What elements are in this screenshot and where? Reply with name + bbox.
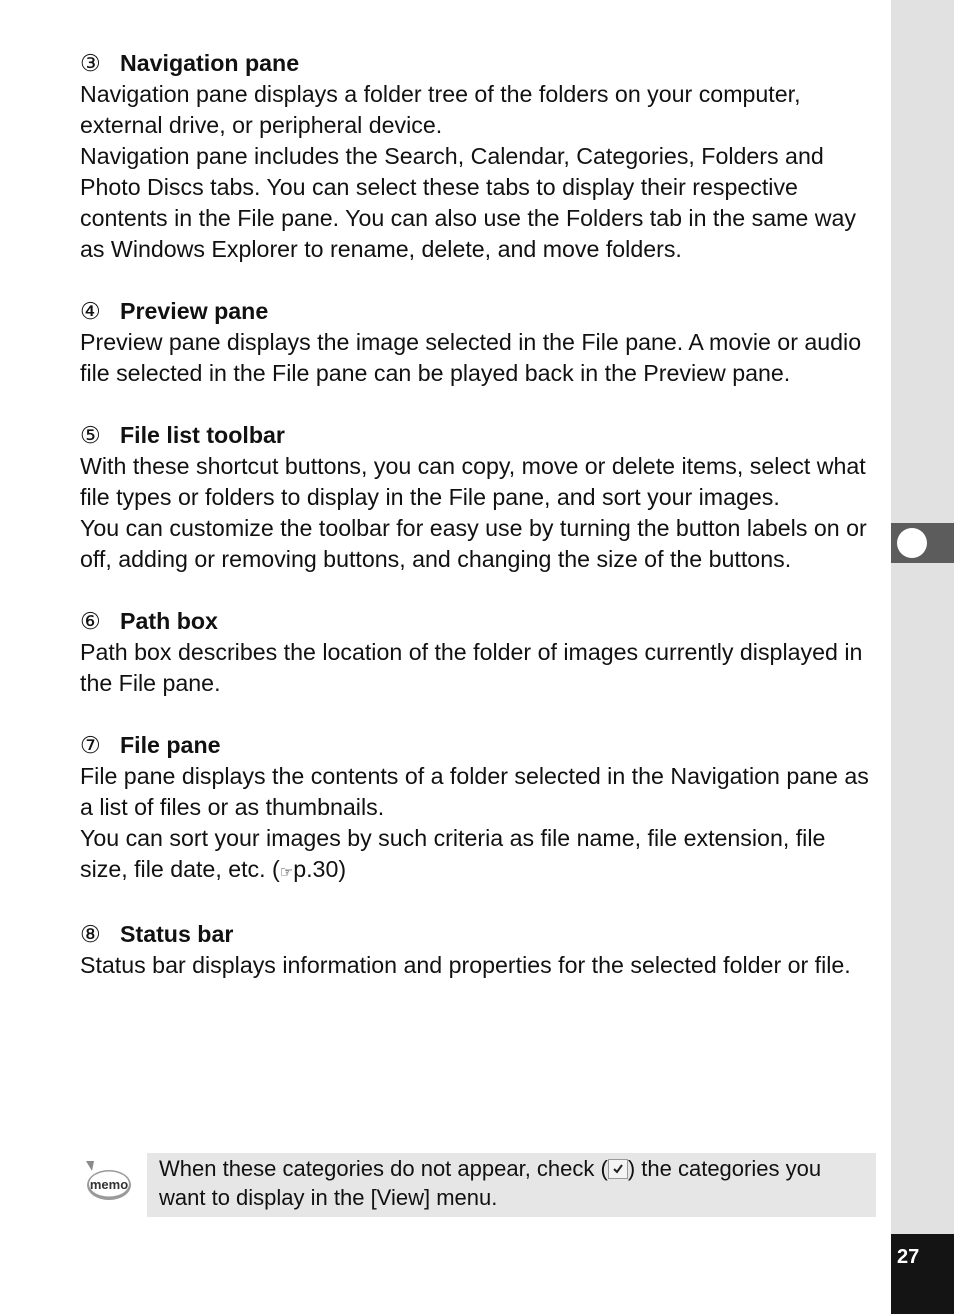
- section-number: ⑧: [80, 921, 101, 947]
- main-content: [80, 48, 876, 1012]
- section-heading: [80, 296, 876, 327]
- section-number: ③: [80, 50, 101, 76]
- memo-icon: [82, 1159, 132, 1203]
- section-title: Path box: [120, 608, 218, 634]
- section-number: ⑥: [80, 608, 101, 634]
- paragraph: Navigation pane displays a folder tree of the folders on your computer, external drive, or peripheral device.: [80, 81, 801, 138]
- checkbox-icon: [608, 1159, 628, 1179]
- section-preview-pane: [80, 296, 876, 389]
- section-file-pane: [80, 730, 876, 888]
- section-heading: [80, 919, 876, 950]
- side-margin-bar: [891, 0, 954, 1314]
- section-heading: [80, 606, 876, 637]
- paragraph: With these shortcut buttons, you can copy, move or delete items, select what file types or folders to display in the File pane, and sort your images.: [80, 453, 866, 510]
- paragraph: You can customize the toolbar for easy use by turning the button labels on or off, adding or removing buttons, and changing the size of the buttons.: [80, 515, 867, 572]
- section-title: File pane: [120, 732, 221, 758]
- section-number: ⑦: [80, 732, 101, 758]
- section-title: Navigation pane: [120, 50, 300, 76]
- page-number-box: [891, 1234, 954, 1314]
- page-number: 27: [897, 1246, 920, 1268]
- section-heading: [80, 48, 876, 79]
- chapter-marker-icon: [897, 528, 927, 558]
- paragraph: [80, 823, 876, 888]
- section-status-bar: [80, 919, 876, 981]
- section-file-list-toolbar: [80, 420, 876, 575]
- memo-text: When these categories do not appear, check (: [159, 1156, 608, 1181]
- paragraph: Navigation pane includes the Search, Calendar, Categories, Folders and Photo Discs tabs. You can select these tabs to display their respective contents in the File pane. You can also use the Folders tab in the same way as Windows Explorer to rename, delete, and move folders.: [80, 143, 856, 262]
- section-number: ④: [80, 298, 101, 324]
- memo-text-box: [147, 1153, 876, 1217]
- paragraph: Path box describes the location of the folder of images currently displayed in the File pane.: [80, 639, 863, 696]
- page-reference-icon: ☞: [279, 864, 294, 881]
- paragraph-text: You can sort your images by such criteria as file name, file extension, file size, file date, etc. (: [80, 825, 826, 882]
- section-title: Status bar: [120, 921, 234, 947]
- section-path-box: [80, 606, 876, 699]
- memo-note: [80, 1153, 876, 1217]
- section-navigation-pane: [80, 48, 876, 265]
- section-heading: [80, 420, 876, 451]
- page-reference-link[interactable]: p.30): [293, 856, 347, 882]
- section-title: File list toolbar: [120, 422, 285, 448]
- section-number: ⑤: [80, 422, 101, 448]
- paragraph: Status bar displays information and properties for the selected folder or file.: [80, 952, 851, 978]
- section-title: Preview pane: [120, 298, 269, 324]
- memo-icon-label: memo: [89, 1177, 129, 1192]
- memo-text-continued: ) the categories you want to display in the [View] menu.: [159, 1156, 822, 1210]
- section-heading: [80, 730, 876, 761]
- chapter-tab: [891, 523, 954, 563]
- paragraph: File pane displays the contents of a folder selected in the Navigation pane as a list of files or as thumbnails.: [80, 763, 869, 820]
- paragraph: Preview pane displays the image selected in the File pane. A movie or audio file selected in the File pane can be played back in the Preview pane.: [80, 329, 862, 386]
